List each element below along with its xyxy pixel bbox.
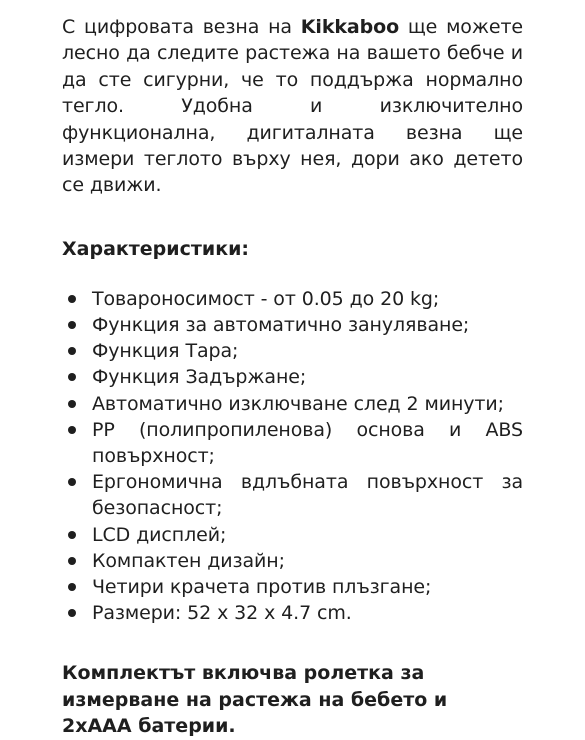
bullet-icon [68, 609, 76, 617]
spec-item-auto-off [62, 391, 523, 417]
spec-item-dimensions [62, 600, 523, 626]
specifications-list [62, 286, 523, 627]
spec-item-text: Функция Задържане; [92, 366, 307, 389]
spec-item-text: Функция за автоматично зануляване; [92, 314, 470, 337]
bullet-icon [68, 347, 76, 355]
intro-text-before-brand: С цифровата везна на [62, 16, 301, 38]
specifications-heading: Характеристики: [62, 237, 249, 260]
spec-item-auto-zero [62, 312, 523, 338]
spec-item-capacity [62, 286, 523, 312]
bullet-icon [68, 426, 76, 434]
spec-item-anti-slip-feet [62, 574, 523, 600]
bullet-icon [68, 557, 76, 565]
intro-text-after-brand: ще можете лесно да следите растежа на вашето бебче и да сте сигурни, че то поддържа нормално тегло. Удобна и изключително функционална, дигиталната везна ще измери теглото върху нея, дори ако детето се движи. [62, 16, 523, 197]
intro-paragraph [62, 14, 523, 199]
brand-name: Kikkaboo [300, 16, 400, 38]
bullet-icon [68, 373, 76, 381]
spec-item-ergonomic-surface [62, 469, 523, 521]
bullet-icon [68, 321, 76, 329]
spec-item-text: Компактен дизайн; [92, 549, 285, 572]
spec-item-text: Размери: 52 x 32 x 4.7 cm. [92, 602, 352, 625]
bullet-icon [68, 295, 76, 303]
spec-item-hold [62, 364, 523, 390]
spec-item-compact-design [62, 548, 523, 574]
spec-item-lcd-display [62, 522, 523, 548]
spec-item-text: Ергономична вдлъбната повърхност за безопасност; [92, 471, 523, 520]
spec-item-text: Автоматично изключване след 2 минути; [92, 392, 504, 415]
spec-item-text: Функция Тара; [92, 340, 239, 363]
bullet-icon [68, 583, 76, 591]
package-contents-note: Комплектът включва ролетка за измерване на растежа на бебето и 2хААА батерии. [62, 662, 448, 738]
bullet-icon [68, 478, 76, 486]
spec-item-text: Товароносимост - от 0.05 до 20 kg; [92, 287, 440, 310]
spec-item-materials [62, 417, 523, 469]
spec-item-text: Четири крачета против плъзгане; [92, 576, 432, 599]
spec-item-tare [62, 338, 523, 364]
bullet-icon [68, 531, 76, 539]
bullet-icon [68, 400, 76, 408]
spec-item-text: PP (полипропиленова) основа и ABS повърхност; [92, 418, 523, 468]
spec-item-text: LCD дисплей; [92, 523, 227, 546]
